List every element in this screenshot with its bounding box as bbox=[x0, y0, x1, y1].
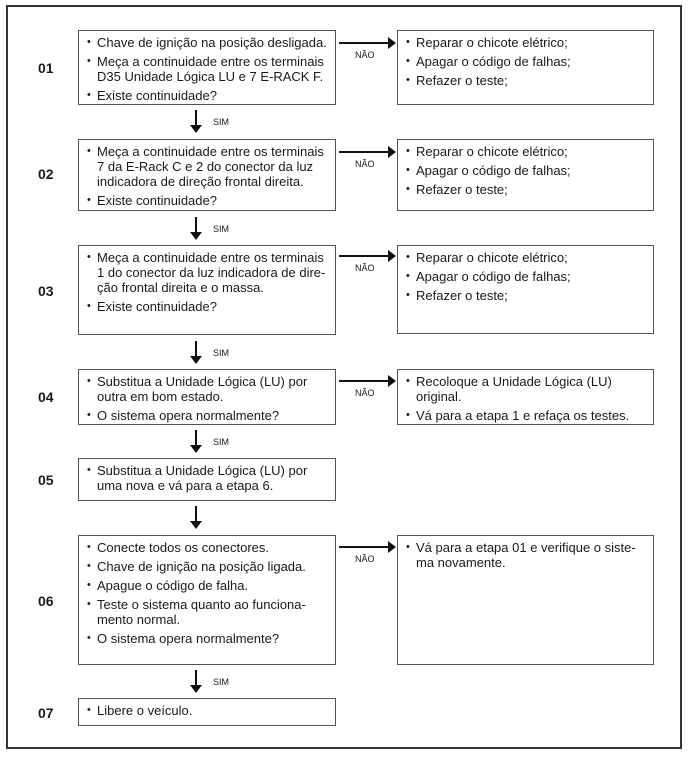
step-number: 05 bbox=[38, 472, 54, 488]
remedy-item: • Vá para a etapa 01 e verifique o siste-ma novamente. bbox=[406, 540, 647, 570]
remedy-item: • Apagar o código de falhas; bbox=[406, 163, 647, 178]
remedy-item: • Reparar o chicote elétrico; bbox=[406, 144, 647, 159]
action-item: • Meça a continuidade entre os terminais 7 da E-Rack C e 2 do conector da luz indicadora de direção frontal direita. bbox=[87, 144, 329, 189]
step-03-box bbox=[78, 245, 336, 335]
action-item: • Existe continuidade? bbox=[87, 299, 329, 314]
step-04-box bbox=[78, 369, 336, 425]
step-05-box bbox=[78, 458, 336, 501]
yes-arrow-icon bbox=[195, 430, 197, 450]
action-item: • Conecte todos os conectores. bbox=[87, 540, 329, 555]
yes-arrow-icon bbox=[195, 341, 197, 361]
step-04-no-box bbox=[397, 369, 654, 425]
action-item: • Chave de ignição na posição ligada. bbox=[87, 559, 329, 574]
action-item: • Existe continuidade? bbox=[87, 88, 329, 103]
yes-label: SIM bbox=[213, 437, 230, 447]
step-02-no-box bbox=[397, 139, 654, 211]
action-item: • O sistema opera normalmente? bbox=[87, 631, 329, 646]
action-item: • Apague o código de falha. bbox=[87, 578, 329, 593]
no-label: NÃO bbox=[355, 159, 375, 169]
remedy-item: • Apagar o código de falhas; bbox=[406, 54, 647, 69]
yes-arrow-icon bbox=[195, 217, 197, 237]
step-02-box bbox=[78, 139, 336, 211]
remedy-item: • Refazer o teste; bbox=[406, 182, 647, 197]
yes-arrow-icon bbox=[195, 110, 197, 130]
step-01-no-box bbox=[397, 30, 654, 105]
step-03-no-box bbox=[397, 245, 654, 334]
no-arrow-icon bbox=[339, 255, 394, 257]
remedy-item: • Recoloque a Unidade Lógica (LU) original. bbox=[406, 374, 647, 404]
action-item: • Teste o sistema quanto ao funciona-mento normal. bbox=[87, 597, 329, 627]
remedy-item: • Apagar o código de falhas; bbox=[406, 269, 647, 284]
no-arrow-icon bbox=[339, 42, 394, 44]
yes-label: SIM bbox=[213, 677, 230, 687]
action-item: • Substitua a Unidade Lógica (LU) por outra em bom estado. bbox=[87, 374, 329, 404]
down-arrow-icon bbox=[195, 506, 197, 526]
remedy-item: • Reparar o chicote elétrico; bbox=[406, 250, 647, 265]
remedy-item: • Reparar o chicote elétrico; bbox=[406, 35, 647, 50]
action-item: • Meça a continuidade entre os terminais D35 Unidade Lógica LU e 7 E-RACK F. bbox=[87, 54, 329, 84]
action-item: • Existe continuidade? bbox=[87, 193, 329, 208]
action-item: • O sistema opera normalmente? bbox=[87, 408, 329, 423]
remedy-item: • Refazer o teste; bbox=[406, 73, 647, 88]
step-number: 03 bbox=[38, 283, 54, 299]
step-01-box bbox=[78, 30, 336, 105]
action-item: • Chave de ignição na posição desligada. bbox=[87, 35, 329, 50]
no-label: NÃO bbox=[355, 554, 375, 564]
no-label: NÃO bbox=[355, 50, 375, 60]
step-number: 04 bbox=[38, 389, 54, 405]
remedy-item: • Vá para a etapa 1 e refaça os testes. bbox=[406, 408, 647, 423]
step-number: 06 bbox=[38, 593, 54, 609]
action-item: • Substitua a Unidade Lógica (LU) por uma nova e vá para a etapa 6. bbox=[87, 463, 329, 493]
yes-label: SIM bbox=[213, 348, 230, 358]
remedy-item: • Refazer o teste; bbox=[406, 288, 647, 303]
yes-label: SIM bbox=[213, 117, 230, 127]
yes-label: SIM bbox=[213, 224, 230, 234]
no-arrow-icon bbox=[339, 380, 394, 382]
step-07-box bbox=[78, 698, 336, 726]
step-number: 01 bbox=[38, 60, 54, 76]
no-arrow-icon bbox=[339, 151, 394, 153]
action-item: • Libere o veículo. bbox=[87, 703, 329, 718]
step-06-no-box bbox=[397, 535, 654, 665]
no-label: NÃO bbox=[355, 263, 375, 273]
yes-arrow-icon bbox=[195, 670, 197, 690]
no-arrow-icon bbox=[339, 546, 394, 548]
step-06-box bbox=[78, 535, 336, 665]
step-number: 07 bbox=[38, 705, 54, 721]
step-number: 02 bbox=[38, 166, 54, 182]
no-label: NÃO bbox=[355, 388, 375, 398]
action-item: • Meça a continuidade entre os terminais 1 do conector da luz indicadora de dire-ção frontal direita e o massa. bbox=[87, 250, 329, 295]
